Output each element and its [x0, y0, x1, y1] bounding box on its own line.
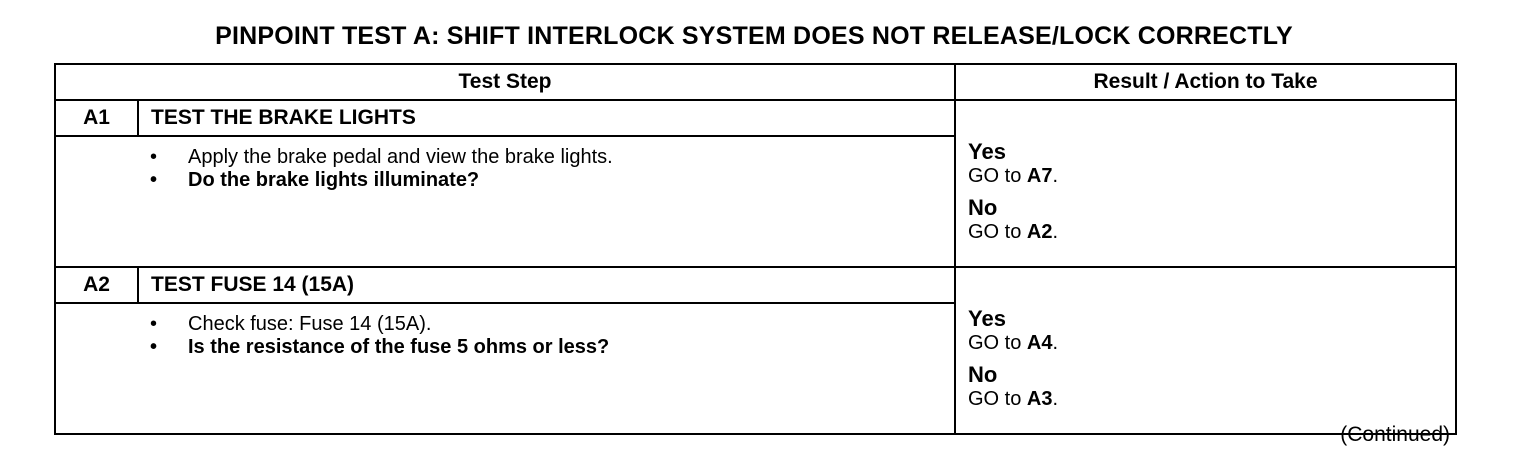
no-action: [968, 221, 1455, 244]
goto-target: A4: [1026, 332, 1053, 354]
action-suffix: .: [1052, 221, 1059, 243]
bullet-icon: •: [150, 169, 158, 191]
continued-note: (Continued): [1340, 423, 1450, 446]
action-text: GO to: [968, 388, 1027, 410]
no-action: [968, 388, 1455, 411]
step-id: A1: [55, 100, 138, 136]
goto-target: A7: [1026, 165, 1053, 187]
bullet-icon: •: [150, 336, 158, 358]
action-suffix: .: [1052, 388, 1059, 410]
instruction-text: Check fuse: Fuse 14 (15A).: [188, 313, 432, 335]
yes-action: [968, 165, 1455, 188]
yes-action: [968, 332, 1455, 355]
result-cell: [955, 267, 1456, 434]
bullet-icon: •: [150, 146, 158, 168]
step-title-row: [55, 100, 1456, 136]
step-title: TEST FUSE 14 (15A): [138, 267, 955, 303]
question-line: [150, 336, 954, 359]
step-body: [55, 303, 955, 434]
step-title-row: [55, 267, 1456, 303]
pinpoint-test-table: [54, 63, 1457, 435]
no-label: No: [968, 195, 998, 220]
instruction-line: [150, 146, 954, 169]
action-suffix: .: [1052, 332, 1059, 354]
yes-label: Yes: [968, 306, 1006, 331]
action-text: GO to: [968, 165, 1027, 187]
instruction-text: Apply the brake pedal and view the brake lights.: [188, 146, 613, 168]
header-result-action: Result / Action to Take: [955, 64, 1456, 100]
result-cell: [955, 100, 1456, 267]
action-text: GO to: [968, 332, 1027, 354]
goto-target: A3: [1026, 388, 1053, 410]
question-text: Do the brake lights illuminate?: [188, 169, 480, 191]
goto-target: A2: [1026, 221, 1053, 243]
yes-label: Yes: [968, 139, 1006, 164]
step-id: A2: [55, 267, 138, 303]
page-title: PINPOINT TEST A: SHIFT INTERLOCK SYSTEM DOES NOT RELEASE/LOCK CORRECTLY: [215, 22, 1293, 50]
instruction-line: [150, 313, 954, 336]
bullet-icon: •: [150, 313, 158, 335]
step-title: TEST THE BRAKE LIGHTS: [138, 100, 955, 136]
header-test-step: Test Step: [55, 64, 955, 100]
question-text: Is the resistance of the fuse 5 ohms or less?: [188, 336, 610, 358]
action-text: GO to: [968, 221, 1027, 243]
action-suffix: .: [1052, 165, 1059, 187]
step-body: [55, 136, 955, 267]
no-label: No: [968, 362, 998, 387]
question-line: [150, 169, 954, 192]
table-header-row: [55, 64, 1456, 100]
